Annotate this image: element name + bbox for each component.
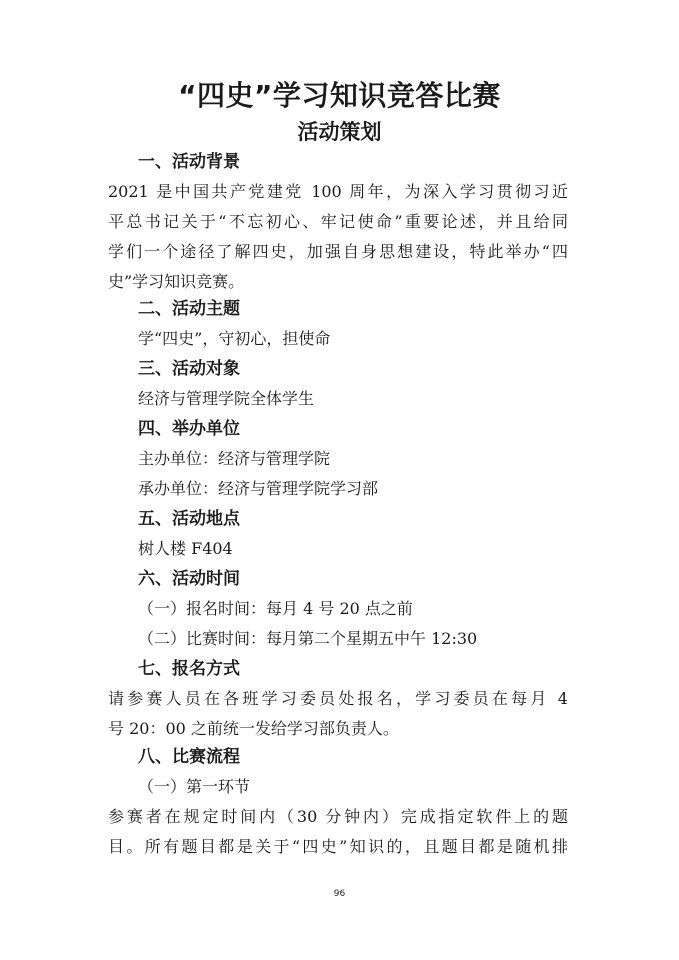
audience-text: 经济与管理学院全体学生 bbox=[138, 389, 315, 408]
document-subtitle: 活动策划 bbox=[297, 120, 382, 144]
section-heading-time: 六、活动时间 bbox=[138, 569, 240, 589]
section-heading-organizers: 四、举办单位 bbox=[138, 419, 240, 439]
paragraph-line: 平总书记关于“不忘初心、牢记使命”重要论述，并且给同 bbox=[108, 212, 568, 231]
paragraph-line: 请参赛人员在各班学习委员处报名，学习委员在每月 4 bbox=[108, 689, 568, 708]
organizer-unit-text: 承办单位：经济与管理学院学习部 bbox=[138, 479, 379, 498]
theme-text: 学“四史”，守初心，担使命 bbox=[138, 329, 331, 348]
paragraph-line: 参赛者在规定时间内（30 分钟内）完成指定软件上的题 bbox=[108, 807, 568, 826]
section-heading-registration: 七、报名方式 bbox=[138, 659, 240, 679]
paragraph-line: 史”学习知识竞赛。 bbox=[108, 272, 245, 291]
section-heading-process: 八、比赛流程 bbox=[138, 747, 240, 767]
section-heading-theme: 二、活动主题 bbox=[138, 299, 240, 319]
section-heading-location: 五、活动地点 bbox=[138, 509, 240, 529]
section-heading-background: 一、活动背景 bbox=[138, 152, 240, 172]
host-unit-text: 主办单位：经济与管理学院 bbox=[138, 449, 331, 468]
document-title: “四史”学习知识竞答比赛 bbox=[178, 79, 501, 112]
paragraph-line: 号 20：00 之前统一发给学习部负责人。 bbox=[108, 719, 399, 738]
paragraph-line: 目。所有题目都是关于“四史”知识的，且题目都是随机排 bbox=[108, 837, 568, 856]
page-number: 96 bbox=[333, 889, 346, 899]
competition-time-text: （二）比赛时间：每月第二个星期五中午 12:30 bbox=[138, 629, 478, 648]
location-text: 树人楼 F404 bbox=[138, 539, 233, 558]
paragraph-line: 学们一个途径了解四史，加强自身思想建设，特此举办“四 bbox=[108, 242, 568, 261]
section-heading-audience: 三、活动对象 bbox=[138, 359, 240, 379]
registration-time-text: （一）报名时间：每月 4 号 20 点之前 bbox=[138, 599, 413, 618]
paragraph-line: 2021 是中国共产党建党 100 周年，为深入学习贯彻习近 bbox=[108, 182, 568, 201]
process-subheading-round-one: （一）第一环节 bbox=[138, 777, 251, 796]
